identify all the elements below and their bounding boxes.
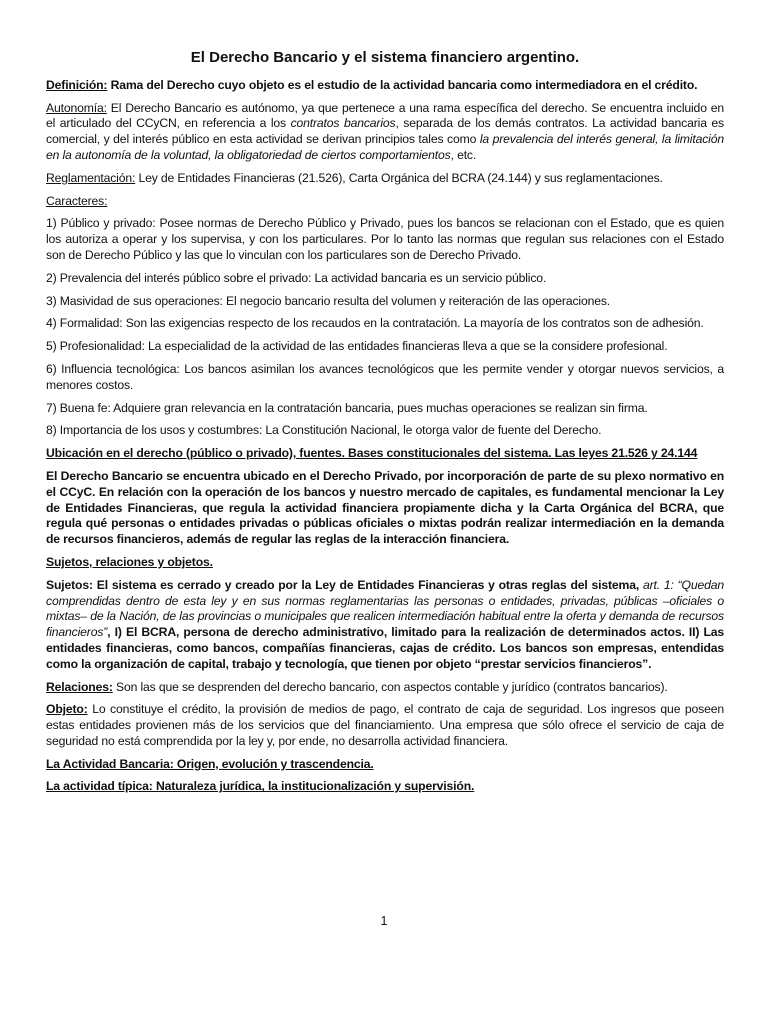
- caracter-item: 8) Importancia de los usos y costumbres: La Constitución Nacional, le otorga valor de fuente del Derecho.: [46, 423, 602, 438]
- relaciones-text: Son las que se desprenden del derecho bancario, con aspectos contable y jurídico (contratos bancarios).: [112, 679, 668, 694]
- autonomia-label: Autonomía:: [46, 100, 107, 115]
- caracter-item: 3) Masividad de sus operaciones: El negocio bancario resulta del volumen y reiteración de las operaciones.: [46, 293, 611, 308]
- objeto-text: Lo constituye el crédito, la provisión de medios de pago, el contrato de caja de seguridad. Los ingresos que poseen estas entidades provienen más de los servicios que del financiamiento. Una empresa que sólo ofrece el servicio de caja de seguridad no está comprendida por la ley y, por ende, no desarrolla actividad financiera.: [46, 702, 724, 748]
- caracter-item: 2) Prevalencia del interés público sobre el privado: La actividad bancaria es un servicio público.: [46, 270, 547, 285]
- autonomia-paragraph: [46, 101, 724, 164]
- autonomia-italic-1: contratos bancarios: [290, 116, 396, 131]
- definicion-text: Rama del Derecho cuyo objeto es el estudio de la actividad bancaria como intermediadora en el crédito.: [107, 77, 698, 92]
- sujetos-heading: Sujetos, relaciones y objetos.: [46, 554, 213, 569]
- actividad-tipica-heading: La actividad típica: Naturaleza jurídica, la institucionalización y supervisión.: [46, 779, 475, 794]
- caracter-item: 4) Formalidad: Son las exigencias respecto de los recaudos en la contratación. La mayoría de los contratos son de adhesión.: [46, 316, 704, 331]
- autonomia-italic-2: la prevalencia del interés general, la limitación en la autonomía de la voluntad, la obligatoriedad de ciertos comportamientos: [46, 132, 724, 162]
- sujetos-paragraph: [46, 578, 724, 673]
- sujetos-italic: art. 1: “Quedan comprendidas dentro de esta ley y en sus normas reglamentarias las personas o entidades, privadas, públicas –oficiales o mixtas– de la Nación, de las provincias o municipales que realicen intermediación habitual entre la oferta y demanda de recursos financieros”: [46, 577, 724, 640]
- ubicacion-heading: Ubicación en el derecho (público o privado), fuentes. Bases constitucionales del sistema. Las leyes 21.526 y 24.144: [46, 446, 698, 461]
- autonomia-text-3: , etc.: [450, 147, 477, 162]
- caracter-item: 6) Influencia tecnológica: Los bancos asimilan los avances tecnológicos que les permite vender y otorgar nuevos servicios, a menores costos.: [46, 361, 724, 392]
- objeto-paragraph: [46, 702, 724, 749]
- document-page: [46, 50, 724, 802]
- reglamentacion-label: Reglamentación:: [46, 170, 136, 185]
- reglamentacion-text: Ley de Entidades Financieras (21.526), Carta Orgánica del BCRA (24.144) y sus reglamentaciones.: [135, 170, 663, 185]
- autonomia-text-2: , separada de los demás contratos. La actividad bancaria es comercial, y del interés público en esta actividad se derivan principios tales como: [46, 116, 724, 147]
- caracter-item: 1) Público y privado: Posee normas de Derecho Público y Privado, pues los bancos se relacionan con el Estado, que es quien los autoriza a operar y los supervisa, y con los particulares. Por lo tanto las normas que regulan sus relaciones con el Estado son de Derecho Público y las que lo vinculan con los particulares son de Derecho Privado.: [46, 216, 724, 262]
- ubicacion-paragraph: El Derecho Bancario se encuentra ubicado en el Derecho Privado, por incorporación de parte de su plexo normativo en el CCyC. En relación con la operación de los bancos y nuestro mercado de capitales, es fundamental mencionar la Ley de Entidades Financieras, que regula la actividad financiera propiamente dicha y la Carta Orgánica del BCRA, que regula qué personas o entidades privadas o públicas oficiales o mixtas podrán realizar intermediación en la demanda de recursos financieros, además de regular las reglas de la interacción financiera.: [46, 468, 724, 547]
- definicion-label: Definición:: [46, 77, 108, 92]
- caracter-item: 7) Buena fe: Adquiere gran relevancia en la contratación bancaria, pues muchas operaciones se realizan sin firma.: [46, 400, 648, 415]
- caracteres-heading: Caracteres:: [46, 193, 108, 208]
- relaciones-label: Relaciones:: [46, 679, 113, 694]
- autonomia-text-1: El Derecho Bancario es autónomo, ya que pertenece a una rama específica del derecho. Se encuentra incluido en el articulado del CCyCN, en referencia a los: [46, 100, 724, 131]
- sujetos-text-2: , I) El BCRA, persona de derecho administrativo, limitado para la realización de determinados actos. II) Las entidades financieras, como bancos, compañías financieras, cajas de crédito. Los bancos son empresas, entendidas como la organización de capital, trabajo y tecnología, que tienen por objeto “prestar servicios financieros”.: [46, 625, 724, 671]
- relaciones-paragraph: [46, 680, 724, 696]
- objeto-label: Objeto:: [46, 702, 88, 717]
- actividad-bancaria-heading: La Actividad Bancaria: Origen, evolución y trascendencia.: [46, 756, 374, 771]
- definicion-paragraph: [46, 78, 724, 94]
- sujetos-text-1: Sujetos: El sistema es cerrado y creado por la Ley de Entidades Financieras y otras reglas del sistema,: [46, 577, 643, 592]
- caracter-item: 5) Profesionalidad: La especialidad de la actividad de las entidades financieras lleva a que se la considere profesional.: [46, 339, 668, 354]
- reglamentacion-paragraph: [46, 171, 724, 187]
- page-number: 1: [380, 914, 388, 928]
- document-title: El Derecho Bancario y el sistema financiero argentino.: [190, 49, 580, 66]
